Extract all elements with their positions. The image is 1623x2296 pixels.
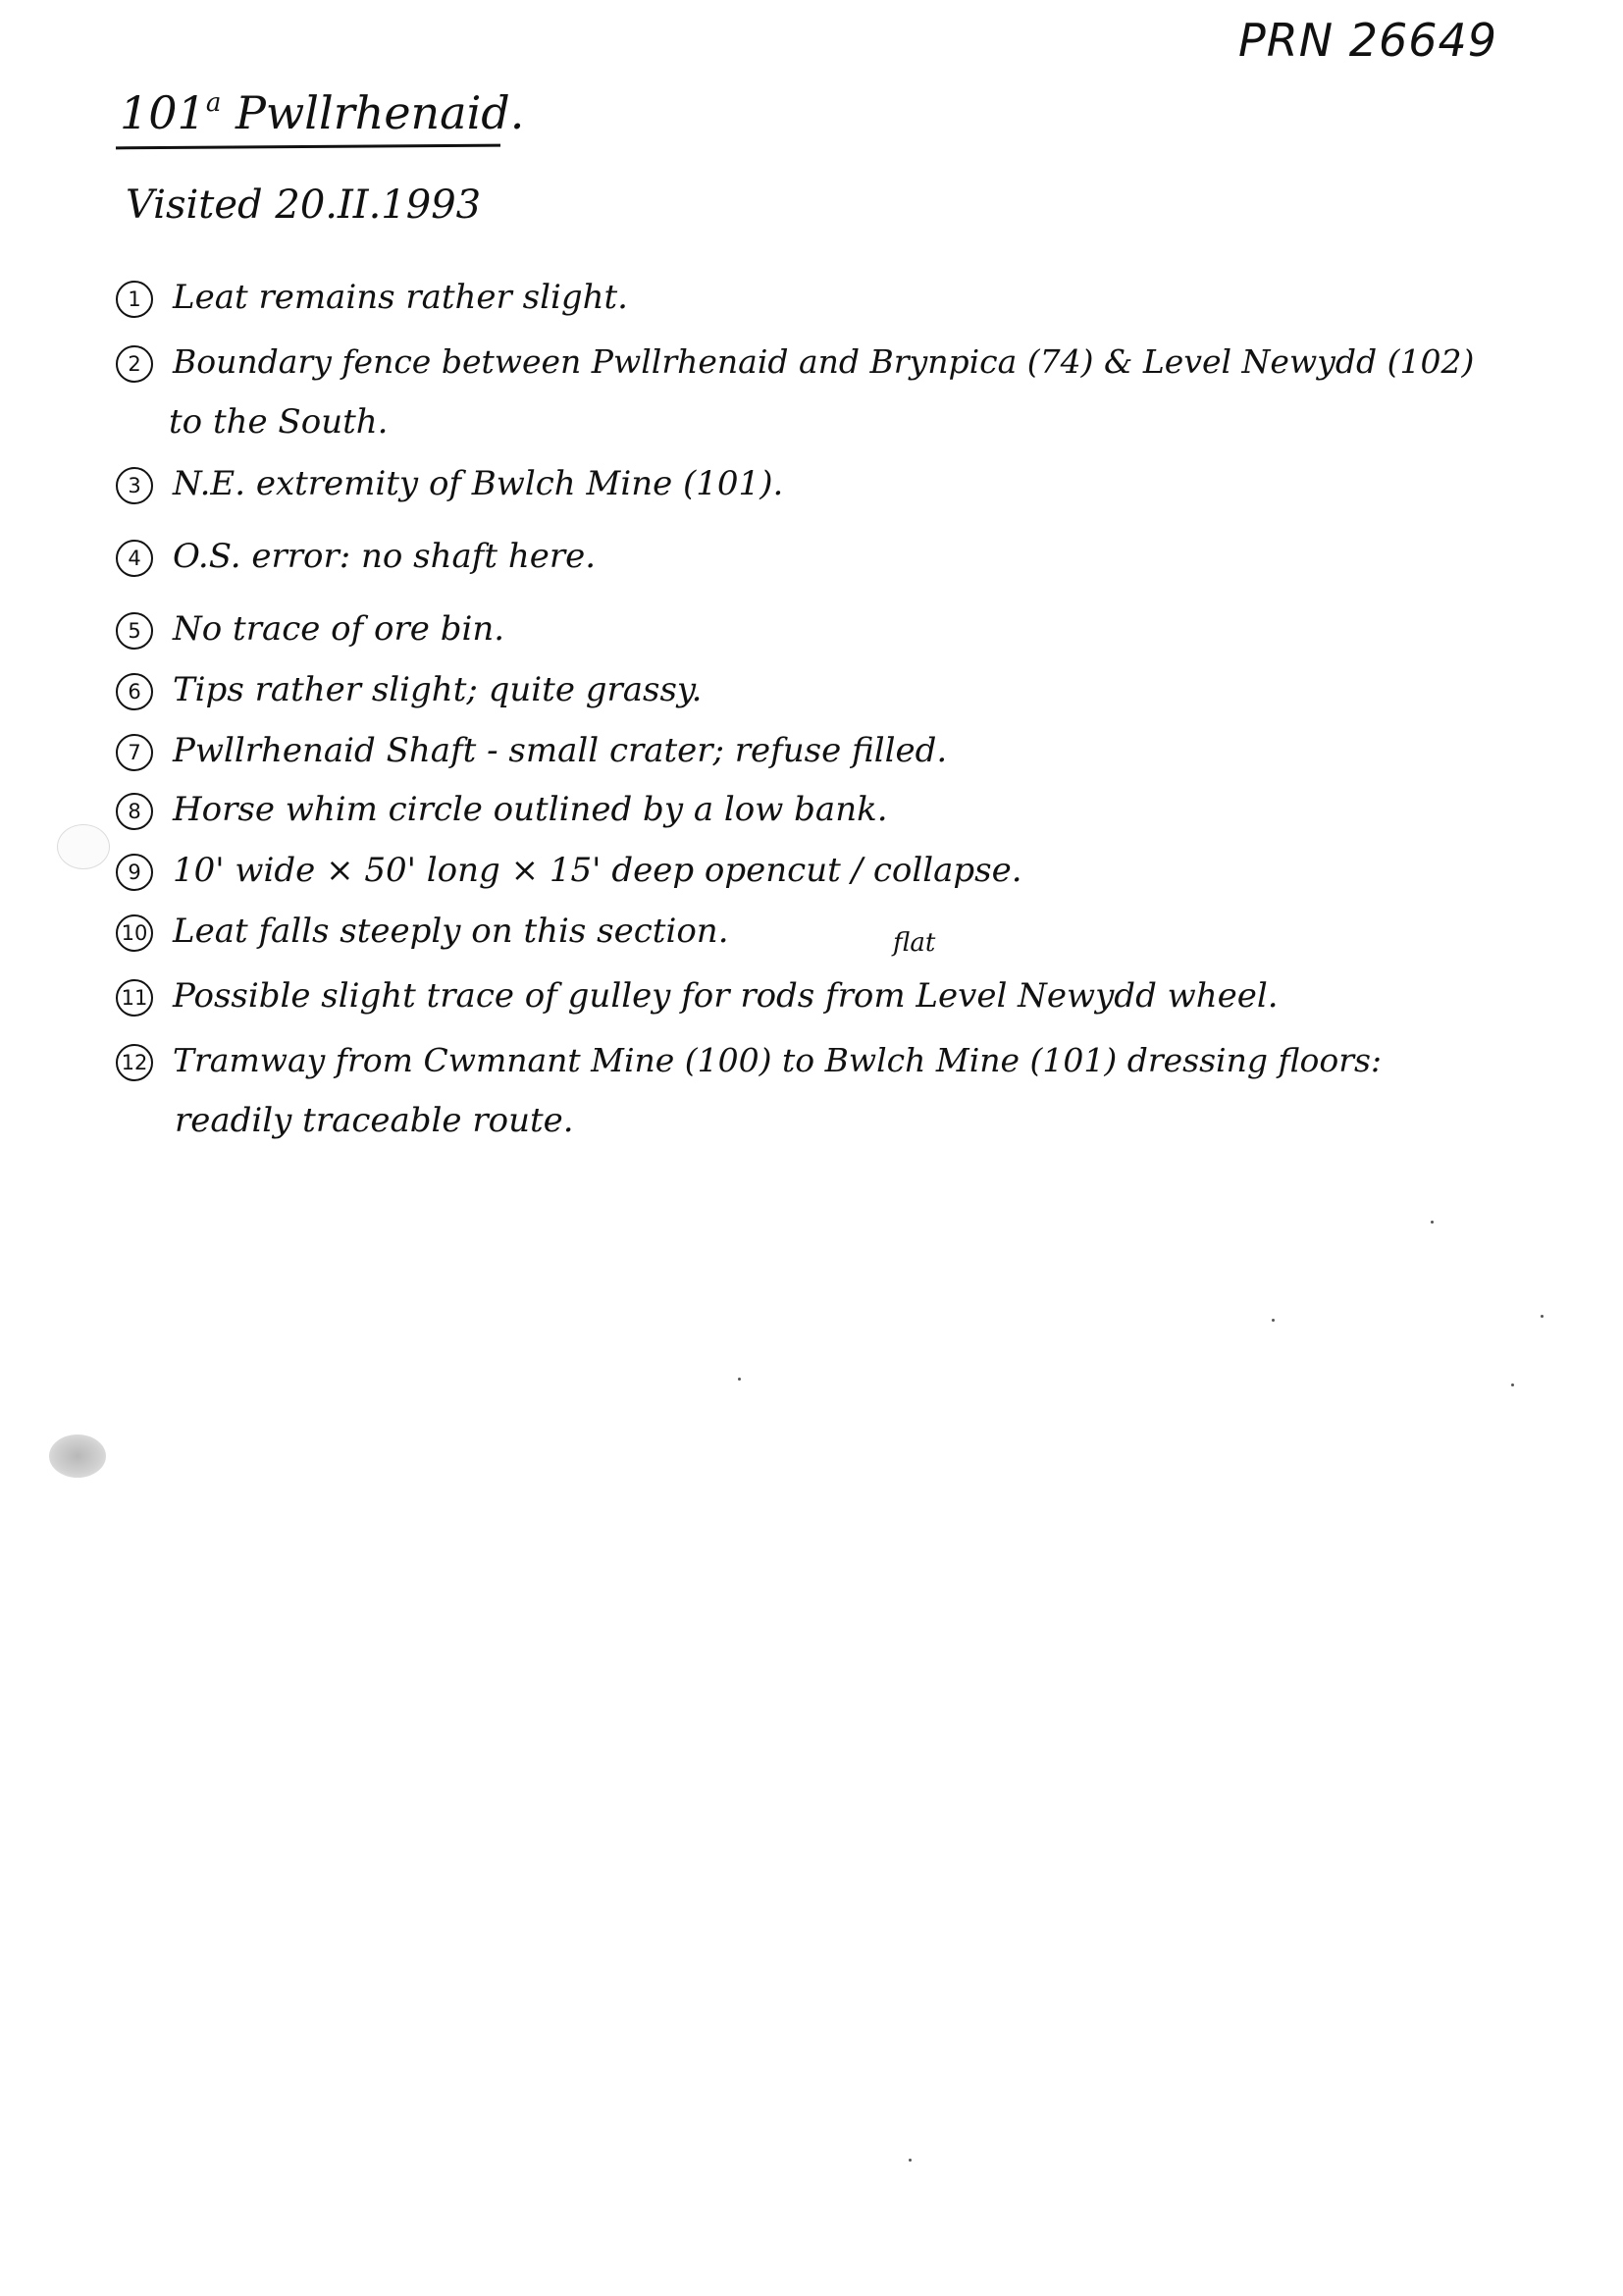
note-number: 9 — [116, 854, 153, 891]
scan-mark — [57, 824, 110, 869]
note-number: 7 — [116, 734, 153, 771]
note-item — [116, 1041, 1383, 1081]
note-text: Horse whim circle outlined by a low bank. — [173, 790, 888, 829]
note-number: 1 — [116, 281, 153, 318]
note-number: 3 — [116, 467, 153, 504]
scan-speck — [738, 1378, 741, 1381]
scan-speck — [1541, 1315, 1544, 1318]
site-number: 101 — [120, 86, 206, 139]
note-text: O.S. error: no shaft here. — [173, 537, 597, 576]
document-title — [120, 86, 524, 139]
note-number: 8 — [116, 793, 153, 830]
note-text: N.E. extremity of Bwlch Mine (101). — [173, 464, 784, 503]
note-item — [116, 976, 1279, 1017]
note-text: 10' wide × 50' long × 15' deep opencut / collapse. — [173, 851, 1022, 890]
note-item — [116, 537, 597, 577]
note-item — [116, 914, 729, 952]
note-item — [116, 851, 1022, 891]
note-text: Tips rather slight; quite grassy. — [173, 670, 703, 709]
scan-smudge — [49, 1435, 106, 1478]
note-text: Pwllrhenaid Shaft - small crater; refuse filled. — [173, 731, 948, 770]
note-number: 11 — [116, 979, 153, 1017]
scan-speck — [1431, 1221, 1434, 1224]
note-item — [116, 342, 1475, 383]
note-number: 10 — [116, 914, 153, 952]
note-text: No trace of ore bin. — [173, 609, 505, 649]
note-text: Boundary fence between Pwllrhenaid and Brynpica (74) & Level Newydd (102) — [173, 342, 1475, 381]
scan-speck — [1272, 1319, 1275, 1322]
note-text: Tramway from Cwmnant Mine (100) to Bwlch Mine (101) dressing floors: — [173, 1041, 1383, 1079]
scan-speck — [909, 2159, 912, 2162]
note-text: Leat falls steeply on this section. — [173, 912, 729, 951]
site-name: Pwllrhenaid. — [235, 86, 525, 139]
note-number: 2 — [116, 345, 153, 383]
note-insertion: flat — [893, 928, 936, 958]
scan-speck — [1511, 1383, 1514, 1386]
note-text: Leat remains rather slight. — [173, 278, 628, 317]
site-number-suffix: a — [205, 88, 222, 118]
note-item — [116, 731, 948, 771]
note-item — [116, 278, 628, 318]
note-number: 12 — [116, 1044, 153, 1081]
title-underline — [116, 144, 500, 150]
note-item — [116, 790, 888, 830]
note-item — [116, 670, 703, 710]
note-number: 6 — [116, 673, 153, 710]
visited-date: Visited 20.II.1993 — [126, 183, 482, 228]
note-number: 4 — [116, 540, 153, 577]
note-item — [116, 464, 784, 504]
note-continuation: to the South. — [169, 402, 389, 442]
note-number: 5 — [116, 612, 153, 650]
prn-reference: PRN 26649 — [1238, 14, 1498, 67]
note-text: Possible slight trace of gulley for rods from Level Newydd wheel. — [173, 976, 1279, 1016]
note-continuation: readily traceable route. — [175, 1101, 574, 1140]
note-item — [116, 609, 505, 650]
